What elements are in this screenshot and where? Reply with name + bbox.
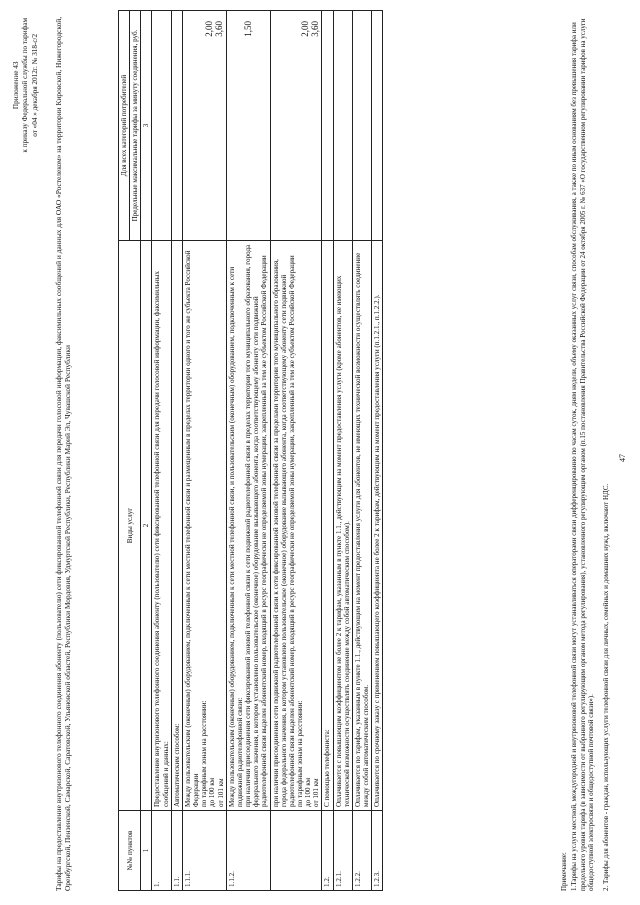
row-text: при наличии присоединения сети подвижной радиотелефонной связи к сети фиксированной зоновой телефонной связи за пределами территории того муниципального образования, города федерального значения, в котором установлено пользовательское (оконечное) оборудование вызывающего абонента, когда соответствующему абоненту сети подвижной радиотелефонной связи выделен абонентский номер, входящий в ресурс географически не определяемой зоны нумерации, закрепленный за тем же субъектом Российской Федерации по тарифным зонам на расстоянии: до 100 км от 101 км <box>270 241 322 811</box>
row-num: 1.2.3. <box>372 811 383 891</box>
column-number: 2 <box>141 241 152 811</box>
row-num: 1.1.1. <box>182 811 226 891</box>
tariff-table <box>118 10 383 891</box>
row-price <box>372 11 383 241</box>
table-row <box>182 11 226 891</box>
note-2: 2. Тарифы для абонентов - граждан, использующих услуги телефонной связи для личных, семейных и домашних нужд, включают НДС. <box>601 483 610 891</box>
row-text: Оплачивается по тарифам, указанным в пункте 1.1., действующим на момент предоставления услуги для абонентов, не имеющих технической возможности осуществлять соединение между собой автоматическим способом. <box>352 241 371 811</box>
table-row <box>372 11 383 891</box>
notes-section <box>560 11 612 891</box>
row-num: 1.2.1. <box>333 811 352 891</box>
document-title: Тарифы на предоставление внутризонового телефонного соединения абоненту (пользователю) сети фиксированной телефонной связи для передачи голосовой информации, факсимильных сообщений и данных для ОАО «Ростелеком» на территории Кировской, Нижегородской, Оренбургской, Пензенской, Самарской, Саратовской, Ульяновской областей, Республики Мордовия, Удмуртской Республики, Республики Марий Эл, Чувашской Республики <box>54 16 73 891</box>
row-num <box>270 811 322 891</box>
table-row <box>171 11 182 891</box>
row-text: Оплачивается с повышающим коэффициентом не более 2 к тарифам, указанным в пункте 1.1., действующим на момент предоставления услуги (кроме абонентов, не имеющих технической возможности осуществлять соединение между собой автоматическим способом). <box>333 241 352 811</box>
row-num: 1.1.2. <box>226 811 270 891</box>
table-row <box>322 11 333 891</box>
appendix-order: к приказу Федеральной службы по тарифам <box>21 18 30 153</box>
row-text: Автоматическим способом: <box>171 241 182 811</box>
row-price <box>152 11 171 241</box>
tariff-table-wrap <box>118 11 383 891</box>
row-text: Оплачивается по срочному заказу с применением повышающего коэффициента не более 2 к тарифам, действующим на момент предоставления услуги (п.1.2.1., п.1.2.2.). <box>372 241 383 811</box>
header-num: №№ пунктов <box>119 811 141 891</box>
row-text: Между пользовательским (оконечным) оборудованием, подключенным к сети местной телефонной связи, и пользовательским (оконечным) оборудованием, подключенным к сети подвижной радиотелефонной связи: при наличии присоединения сети фиксированной зоновой телефонной связи к сети подвижной радиотелефонной связи в пределах территории того муниципального образования, города федерального значения, в котором установлено пользовательское (оконечное) оборудование вызывающего абонента, когда соответствующему абоненту сети подвижной радиотелефонной связи выделен абонентский номер, входящий в ресурс географически не определяемой зоны нумерации, закрепленный за тем же субъектом Российской Федерации <box>226 241 270 811</box>
table-row <box>270 11 322 891</box>
row-price: 1,50 <box>226 11 270 241</box>
table-body <box>152 11 383 891</box>
row-price: 2,00 3,60 <box>182 11 226 241</box>
column-number: 1 <box>141 811 152 891</box>
table-row <box>226 11 270 891</box>
row-price: 2,00 3,60 <box>270 11 322 241</box>
row-num: 1.1. <box>171 811 182 891</box>
row-price <box>352 11 371 241</box>
row-num: 1.2.2. <box>352 811 371 891</box>
header-all-categories: Для всех категорий потребителей <box>119 11 130 241</box>
notes-heading: Примечание: <box>560 852 568 891</box>
appendix-number: Приложение 43 <box>12 61 20 110</box>
appendix-header <box>12 18 40 153</box>
row-text: С помощью телефониста: <box>322 241 333 811</box>
table-row <box>152 11 171 891</box>
table-row <box>352 11 371 891</box>
header-row <box>119 11 130 891</box>
header-max-tariff: Предельные максимальные тарифы за минуту соединения, руб. <box>130 11 141 241</box>
page-number: 47 <box>618 454 627 462</box>
table-row <box>333 11 352 891</box>
column-number: 3 <box>141 11 152 241</box>
row-price <box>322 11 333 241</box>
row-num: 1.2. <box>322 811 333 891</box>
row-price <box>171 11 182 241</box>
row-num: 1. <box>152 811 171 891</box>
column-number-row <box>141 11 152 891</box>
appendix-date: от «04 » декабря 2012г. № 318-с/2 <box>30 33 39 137</box>
note-1: 1.Тарифы на услуги местной, междугородной и внутризоновой телефонной связи могут устанавливаться операторами связи дифференцированно по часам суток, дням недели, объему оказанных услуг связи, способам обслуживания, а также по иным основаниям без превышения тарифа или предельного уровня тарифа (в зависимости от выбранного регулирующим органом метода регулирования), установленного регулирующим органом (п.15 постановления Правительства Российской Федерации от 24 октября 2005 г. № 637 «О государственном регулировании тарифов на услуги общедоступной электросвязи и общедоступной почтовой связи»). <box>570 18 596 891</box>
row-text: Предоставление внутризонового телефонного соединения абоненту (пользователю) сети фиксированной телефонной связи для передачи голосовой информации, факсимильных сообщений и данных: <box>152 241 171 811</box>
row-text: Между пользовательским (оконечным) оборудованием, подключенным к сети местной телефонной связи и размещенным в пределах территории одного и того же субъекта Российской Федерации по тарифным зонам на расстоянии: до 100 км от 101 км <box>182 241 226 811</box>
header-service: Виды услуг <box>119 241 141 811</box>
row-price <box>333 11 352 241</box>
